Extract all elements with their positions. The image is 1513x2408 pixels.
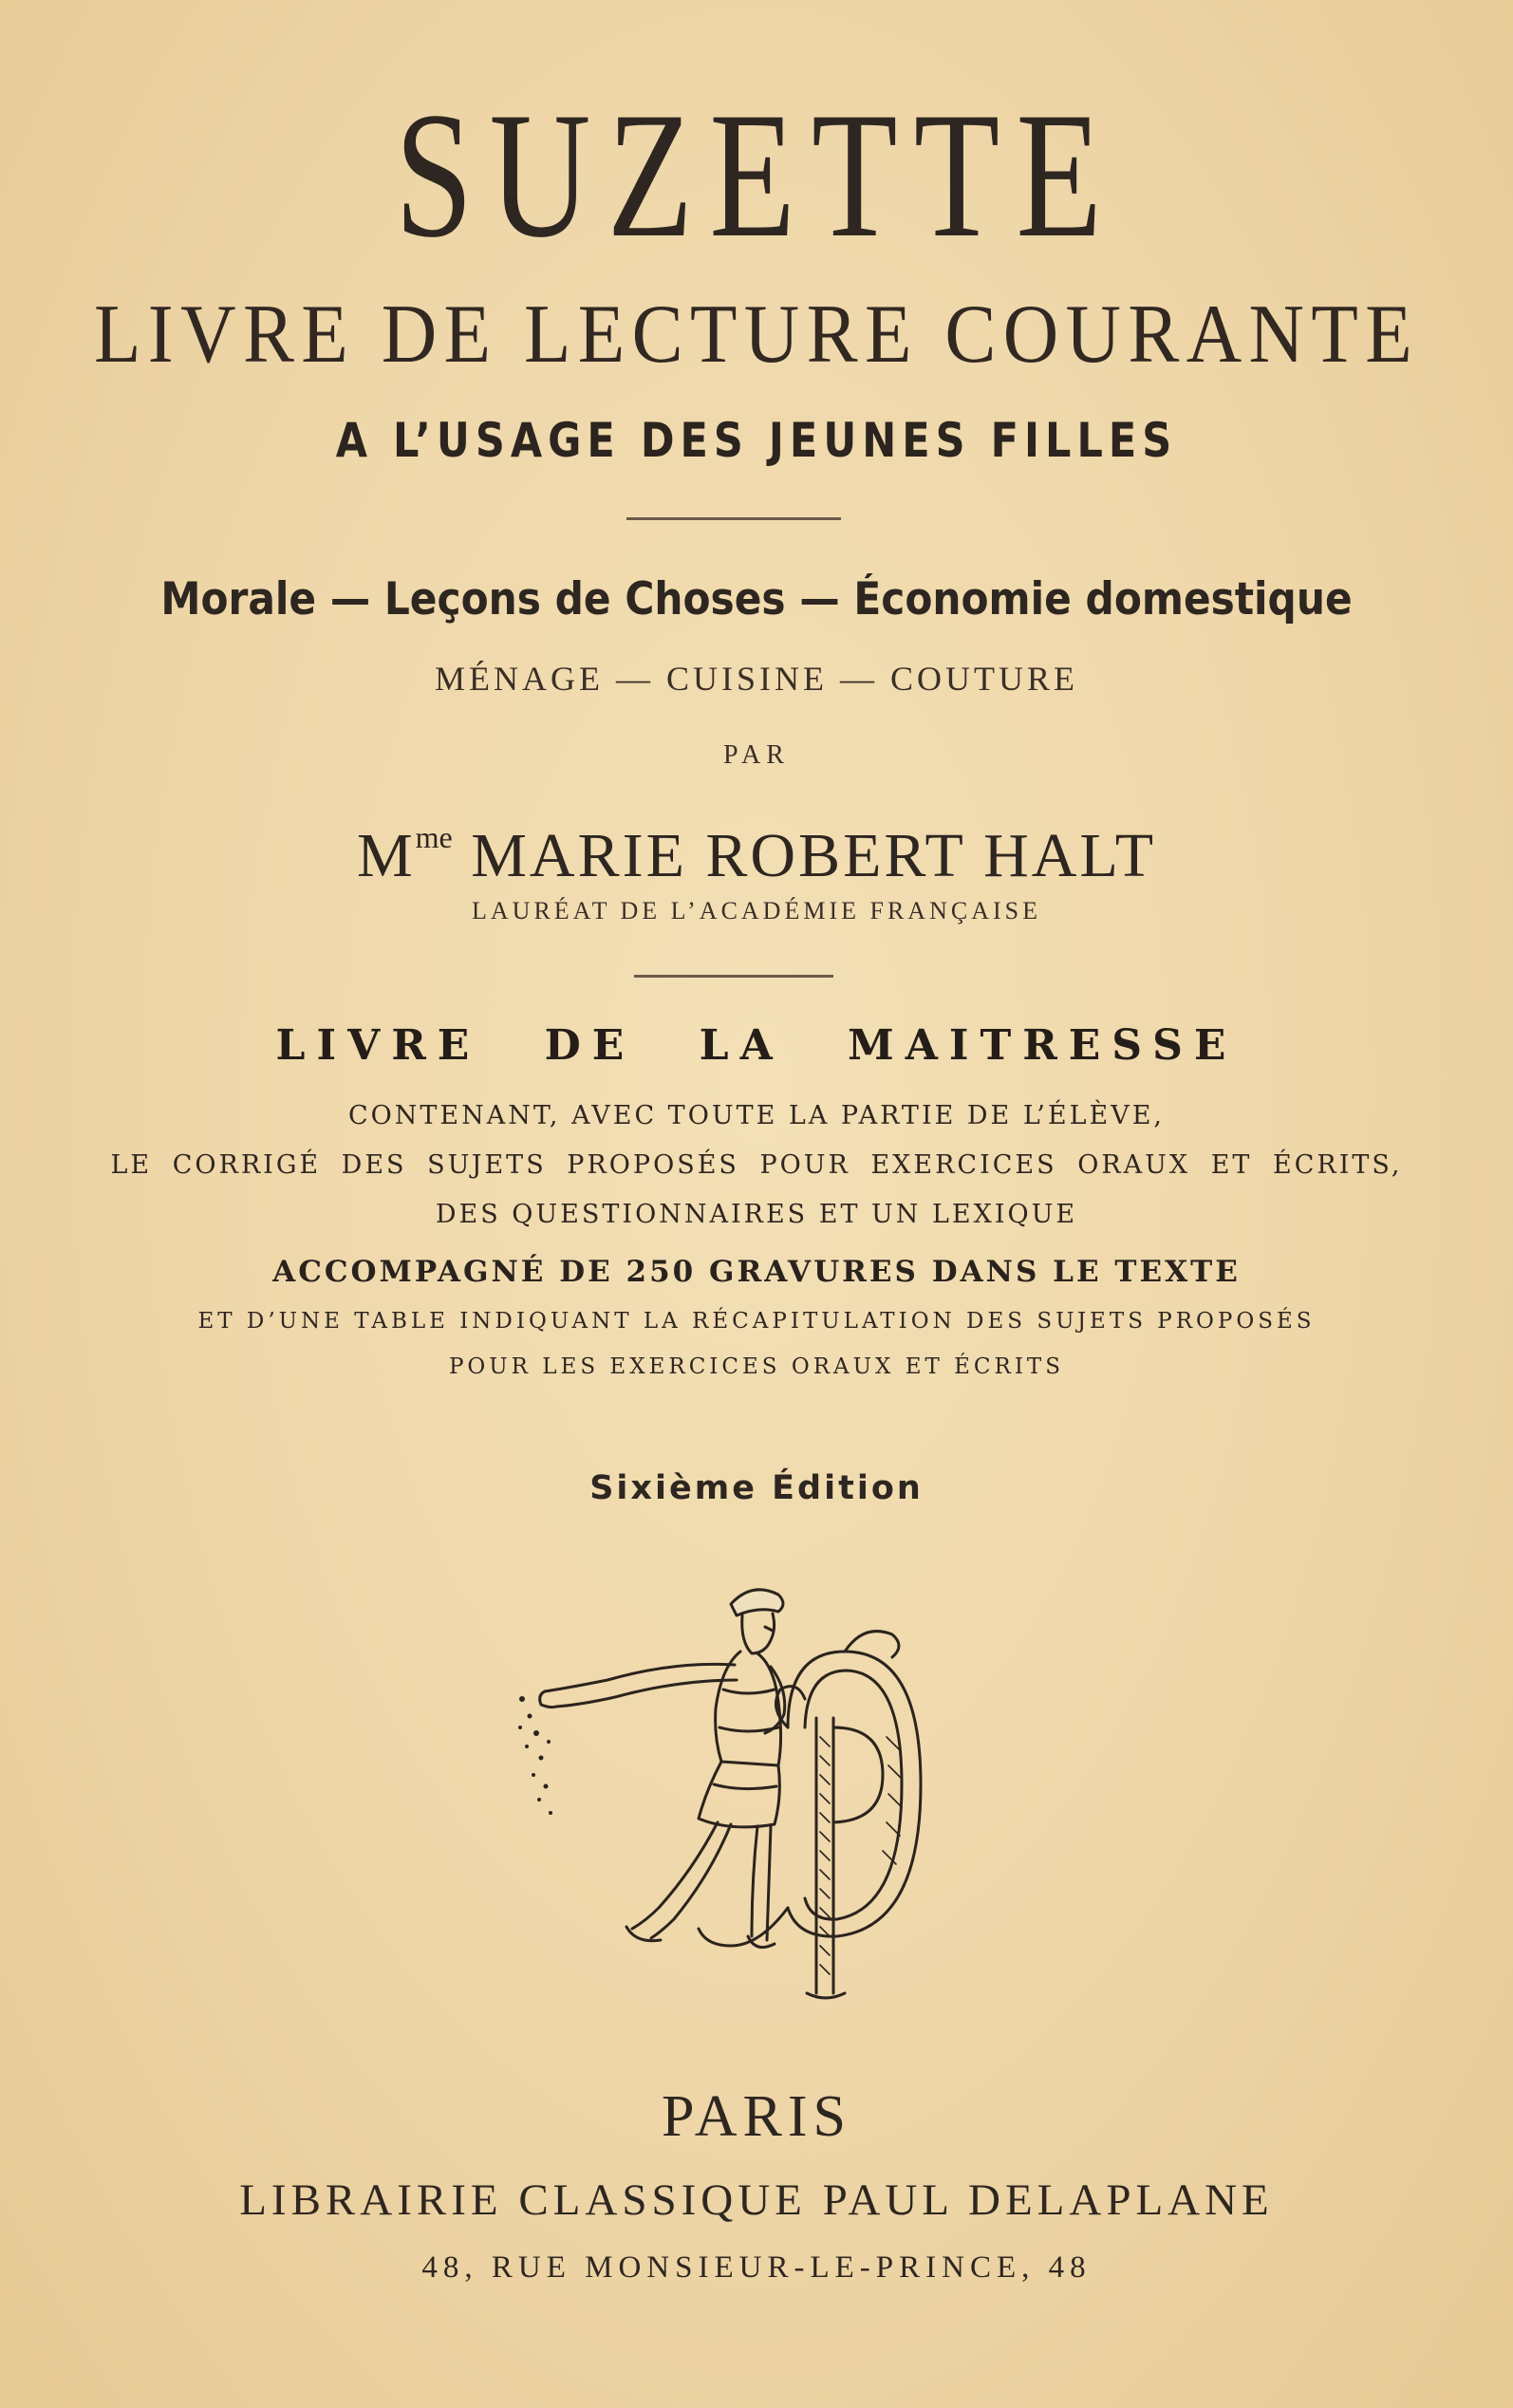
contents-line: LE CORRIGÉ DES SUJETS PROPOSÉS POUR EXERCICES ORAUX ET ÉCRITS, [110, 1150, 1403, 1180]
author-prefix-sup: me [415, 820, 453, 854]
contents-line: DES QUESTIONNAIRES ET UN LEXIQUE [435, 1200, 1078, 1229]
par-label: PAR [723, 740, 790, 770]
author-prefix: M [356, 821, 416, 890]
book-subtitle: LIVRE DE LECTURE COURANTE [93, 289, 1420, 381]
edition-label: Sixième Édition [589, 1469, 924, 1507]
publisher-address: 48, RUE MONSIEUR-LE-PRINCE, 48 [421, 2250, 1092, 2285]
author-name [0, 799, 1513, 894]
contents-line: CONTENANT, AVEC TOUTE LA PARTIE DE L’ÉLÈVE, [347, 1101, 1166, 1130]
edition-type: LIVRE DE LA MAITRESSE [275, 1021, 1238, 1070]
publisher-name: LIBRAIRIE CLASSIQUE PAUL DELAPLANE [239, 2175, 1274, 2225]
table-note-line: ET D’UNE TABLE INDIQUANT LA RÉCAPITULATION DES SUJETS PROPOSÉS [197, 1309, 1316, 1334]
publisher-city: PARIS [661, 2084, 852, 2149]
subjects-line: Morale — Leçons de Choses — Économie domestique [160, 573, 1353, 625]
illustrations-line: ACCOMPAGNÉ DE 250 GRAVURES DANS LE TEXTE [272, 1255, 1241, 1289]
sower-monogram-icon [503, 1547, 959, 2022]
audience-line: A L’USAGE DES JEUNES FILLES [335, 413, 1178, 468]
divider-rule [626, 517, 841, 520]
book-title: SUZETTE [394, 76, 1119, 275]
author-title: LAURÉAT DE L’ACADÉMIE FRANÇAISE [472, 897, 1041, 924]
subjects-secondary-line: MÉNAGE — CUISINE — COUTURE [435, 660, 1078, 698]
table-note-line: POUR LES EXERCICES ORAUX ET ÉCRITS [448, 1354, 1065, 1379]
divider-rule [634, 975, 833, 978]
author-full-name: MARIE ROBERT HALT [471, 821, 1157, 890]
